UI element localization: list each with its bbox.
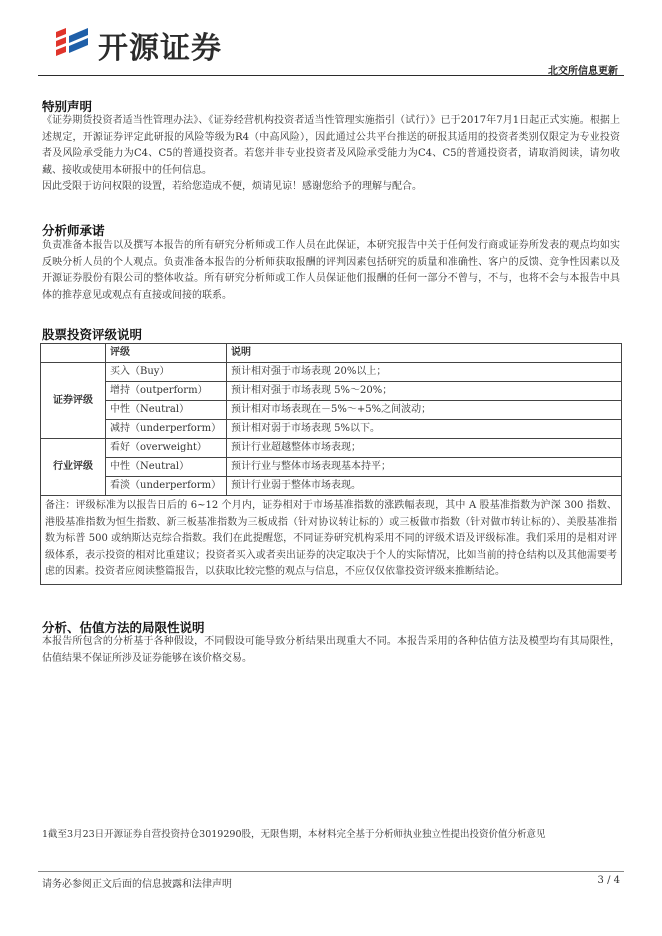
- rating-level: 增持（outperform）: [106, 382, 227, 401]
- table-row: [41, 439, 622, 458]
- table-row: [41, 363, 622, 382]
- footer-divider: [38, 871, 624, 872]
- rating-table-note: 备注：评级标准为以报告日后的 6~12 个月内，证券相对于市场基准指数的涨跌幅表现，其中 A 股基准指数为沪深 300 指数、港股基准指数为恒生指数、新三板基准指数为三板成指（针对协议转让标的）或三板做市指数（针对做市转让标的）、美股基准指数为标普 500 或纳斯达克综合指数。我们在此提醒您，不同证券研究机构采用不同的评级术语及评级标准。我们采用的是相对评级体系，表示投资的相对比重建议；投资者买入或者卖出证券的决定取决于个人的实际情况，比如当前的持仓结构以及其他需要考虑的因素。投资者应阅读整篇报告，以获取比较完整的观点与信息，不应仅仅依靠投资评级来推断结论。: [41, 496, 622, 585]
- table-row: [41, 401, 622, 420]
- table-row: [41, 458, 622, 477]
- report-section-label: 北交所信息更新: [548, 66, 618, 77]
- header-divider: [38, 75, 624, 76]
- rating-desc: 预计相对强于市场表现 5%～20%；: [227, 382, 622, 401]
- special-statement-paragraph-2: 因此受限于访问权限的设置，若给您造成不便，烦请见谅！感谢您给予的理解与配合。: [42, 181, 422, 192]
- footer-disclaimer: 请务必参阅正文后面的信息披露和法律声明: [42, 879, 232, 890]
- table-row: [41, 382, 622, 401]
- special-statement-body: [42, 113, 620, 196]
- analyst-pledge-body: 负责准备本报告以及撰写本报告的所有研究分析师或工作人员在此保证，本研究报告中关于任何发行商或证券所发表的观点均如实反映分析人员的个人观点。负责准备本报告的分析师获取报酬的评判因素包括研究的质量和准确性、客户的反馈、竞争性因素以及开源证券股份有限公司的整体收益。所有研究分析师或工作人员保证他们报酬的任何一部分不曾与，不与，也将不会与本报告中具体的推荐意见或观点有直接或间接的联系。: [42, 240, 620, 301]
- brand-name: 开源证券: [98, 31, 222, 66]
- industry-rating-category: 行业评级: [41, 439, 106, 496]
- rating-desc: 预计行业超越整体市场表现；: [227, 439, 622, 458]
- logo-mark-icon: [52, 22, 92, 62]
- rating-level: 看淡（underperform）: [106, 477, 227, 496]
- rating-level: 看好（overweight）: [106, 439, 227, 458]
- table-row: [41, 420, 622, 439]
- rating-level: 买入（Buy）: [106, 363, 227, 382]
- limitations-title: 分析、估值方法的局限性说明: [42, 620, 205, 635]
- special-statement-title: 特别声明: [42, 99, 93, 114]
- limitations-body: 本报告所包含的分析基于各种假设，不同假设可能导致分析结果出现重大不同。本报告采用的各种估值方法及模型均有其局限性，估值结果不保证所涉及证券能够在该价格交易。: [42, 636, 620, 664]
- table-row: [41, 477, 622, 496]
- table-header-desc: 说明: [227, 344, 622, 363]
- table-row: [41, 344, 622, 363]
- rating-desc: 预计行业弱于整体市场表现。: [227, 477, 622, 496]
- table-header-level: 评级: [106, 344, 227, 363]
- special-statement-paragraph-1: 《证券期货投资者适当性管理办法》、《证券经营机构投资者适当性管理实施指引（试行）》已于2017年7月1日起正式实施。根据上述规定，开源证券评定此研报的风险等级为R4（中高风险），因此通过公共平台推送的研报其适用的投资者类别仅限定为专业投资者及风险承受能力为C4、C5的普通投资者。若您并非专业投资者及风险承受能力为C4、C5的普通投资者，请取消阅读，请勿收藏、接收或使用本研报中的任何信息。: [42, 115, 620, 176]
- analyst-pledge-title: 分析师承诺: [42, 223, 105, 238]
- rating-level: 减持（underperform）: [106, 420, 227, 439]
- footnote: 1截至3月23日开源证券自营投资持仓3019290股，无限售期，本材料完全基于分析师执业独立性提出投资价值分析意见: [42, 829, 546, 840]
- rating-desc: 预计行业与整体市场表现基本持平；: [227, 458, 622, 477]
- brand-logo: [52, 22, 252, 66]
- table-header-blank: [41, 344, 106, 363]
- rating-table-title: 股票投资评级说明: [42, 327, 143, 342]
- rating-level: 中性（Neutral）: [106, 458, 227, 477]
- rating-desc: 预计相对强于市场表现 20%以上；: [227, 363, 622, 382]
- rating-desc: 预计相对市场表现在－5%～+5%之间波动；: [227, 401, 622, 420]
- rating-table: [40, 343, 622, 585]
- rating-level: 中性（Neutral）: [106, 401, 227, 420]
- page-number: 3 / 4: [597, 875, 620, 886]
- table-row: [41, 496, 622, 585]
- rating-desc: 预计相对弱于市场表现 5%以下。: [227, 420, 622, 439]
- stock-rating-category: 证券评级: [41, 363, 106, 439]
